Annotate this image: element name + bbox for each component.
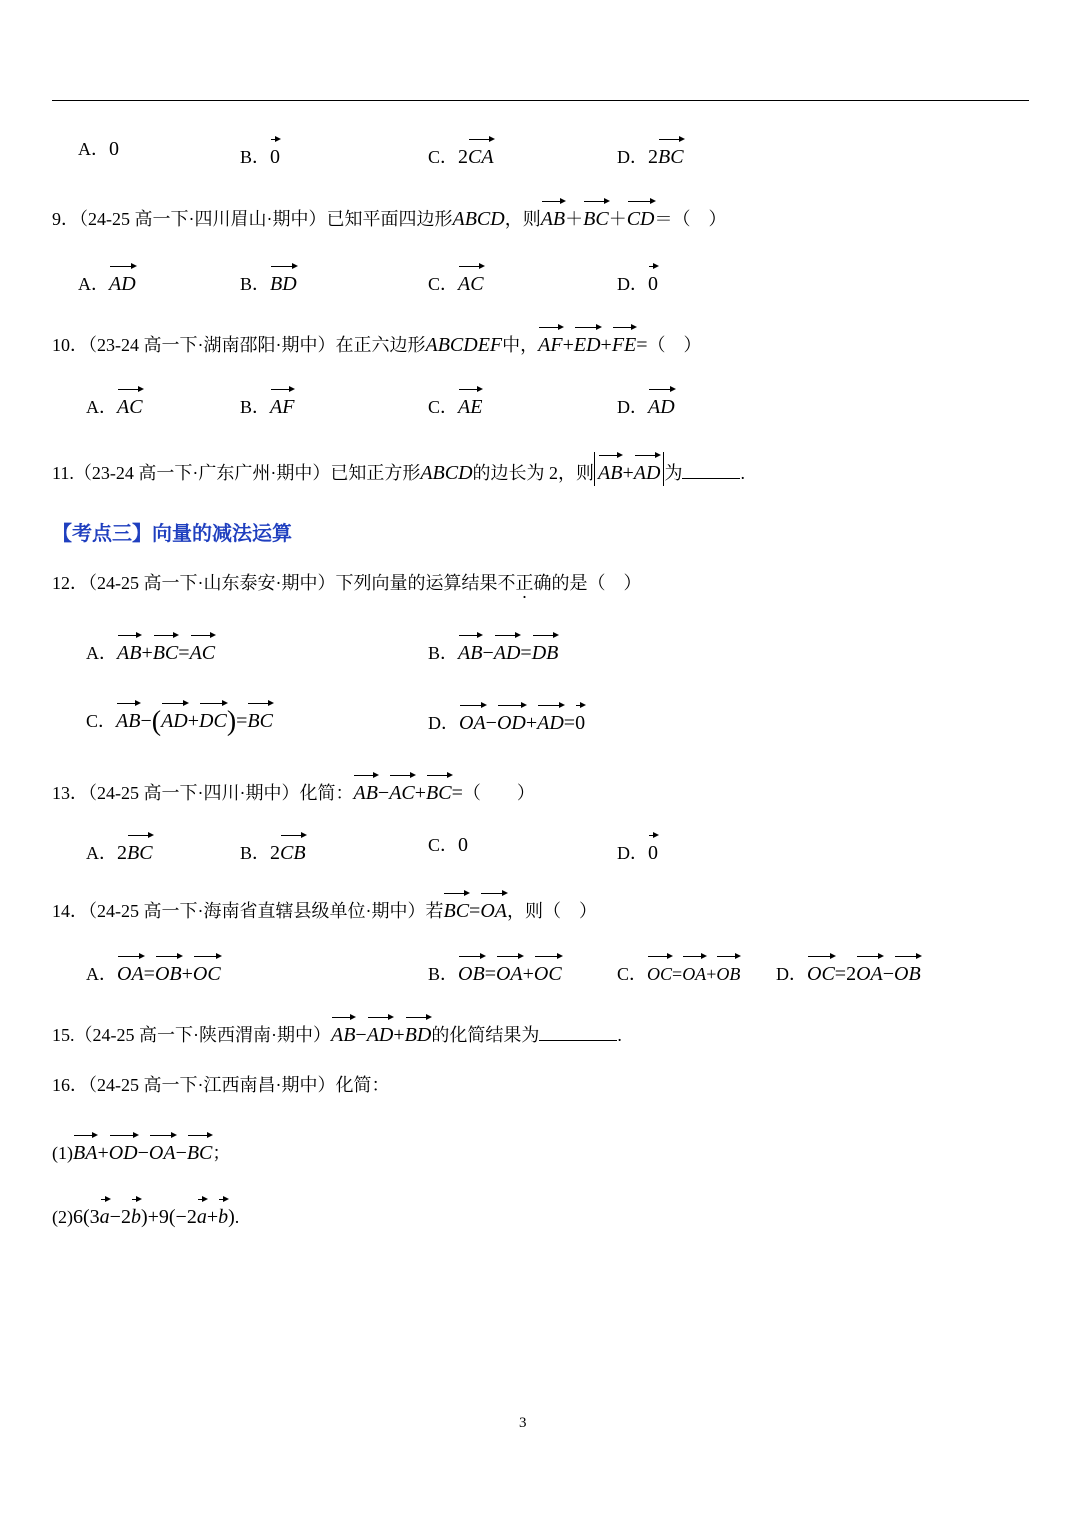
vector: OA [856,963,883,985]
vector: AB [540,208,566,230]
header-rule [52,100,1029,101]
vector: AE [458,396,483,418]
q10-option-b: B．AF [240,396,295,418]
magnitude-bars: AB+AD [594,452,664,486]
q10-option-c: C．AE [428,396,483,418]
vector: AD [648,396,675,418]
answer-blank [682,460,740,479]
q16-part-1: (1)BA+OD−OA−BC； [52,1142,231,1164]
vector: ED [573,334,601,356]
q10-option-d: D．AD [617,396,675,418]
page-number: 3 [519,1415,527,1431]
zero-vector: 0 [648,273,658,295]
vector: AB [116,710,141,732]
zero-vector: 0 [648,842,658,864]
question-source: （24-25 高一下·四川眉山·期中） [79,209,327,229]
question-source: （24-25 高一下·四川·期中） [88,783,300,803]
q13-option-d: D．0 [617,842,658,864]
emphasis-dots: 不正确 [497,573,552,593]
vector: AD [493,642,521,664]
vector: AD [109,273,136,295]
q8-option-d: D．2BC [617,146,684,168]
right-paren: ) [226,706,237,737]
vector: OB [716,961,740,987]
vector: BC [583,208,609,230]
vector: AD [633,462,661,484]
answer-blank [539,1022,617,1041]
vector: OC [192,963,221,985]
vector: OC [647,961,672,987]
q9-option-b: B．BD [240,273,297,295]
vector: BC [658,146,684,168]
vector: OC [533,963,562,985]
q8-option-b: B．0 [240,146,281,168]
q13-stem: 13．（24-25 高一下·四川·期中）化简：AB−AC+BC=（ ） [52,782,535,804]
vector: AB [458,642,483,664]
vector: BC [443,900,470,922]
question-source: （23-24 高一下·广东广州·期中） [73,463,331,483]
q10-stem: 10．（23-24 高一下·湖南邵阳·期中）在正六边形ABCDEF中，AF+ED+FE=（ ） [52,334,702,356]
vector: AC [117,396,143,418]
q13-option-b: B．2CB [240,842,306,864]
section-heading: 【考点三】向量的减法运算 [52,521,292,545]
vector: AD [366,1024,394,1046]
q9-option-c: C．AC [428,273,484,295]
vector: OD [496,712,526,734]
vector: OA [459,712,486,734]
vector: AD [161,710,188,732]
question-source: （24-25 高一下·山东泰安·期中） [88,573,336,593]
vector: BC [186,1142,213,1164]
q8-option-c: C．2CA [428,146,494,168]
vector: FE [611,334,637,356]
vector: a [196,1206,207,1228]
question-source: （23-24 高一下·湖南邵阳·期中） [88,335,336,355]
vector: OB [894,963,921,985]
vector: AC [189,642,216,664]
vector: BC [426,782,452,804]
vector: OA [117,963,144,985]
q9-stem: 9．（24-25 高一下·四川眉山·期中）已知平面四边形ABCD，则AB＋BC＋CD＝（ ） [52,208,727,230]
vector: BA [73,1142,98,1164]
vector: BC [152,642,179,664]
question-source: （24-25 高一下·海南省直辖县级单位·期中） [88,901,426,921]
q12-option-c: C．AB−(AD+DC)=BC [86,706,273,737]
zero-vector: 0 [270,146,281,168]
vector: BC [127,842,153,864]
q8-option-a: A．0 [78,138,119,160]
q14-option-c: C．OC=OA+OB [617,953,740,987]
vector: BD [270,273,297,295]
vector: AB [330,1024,356,1046]
vector: a [99,1206,110,1228]
vector: OD [108,1142,138,1164]
vector: AB [353,782,378,804]
q12-option-d: D．OA−OD+AD=0 [428,712,586,734]
q14-option-b: B．OB=OA+OC [428,963,562,985]
vector: OB [458,963,485,985]
q11-stem: 11.（23-24 高一下·广东广州·期中）已知正方形ABCD的边长为 2，则 AB+AD 为 . [52,452,745,486]
vector: b [218,1206,229,1228]
vector: AC [458,273,484,295]
vector: DB [531,642,559,664]
vector: AF [538,334,563,356]
vector: CB [280,842,306,864]
q14-stem: 14．（24-25 高一下·海南省直辖县级单位·期中）若BC=OA，则（ ） [52,900,597,922]
q9-option-a: A．AD [78,273,136,295]
vector: AF [270,396,295,418]
vector: AB [598,462,623,484]
q12-option-a: A．AB+BC=AC [86,642,216,664]
vector: CD [626,208,655,230]
vector: b [130,1206,141,1228]
q16-part-2: (2)6(3a−2b)+9(−2a+b). [52,1206,240,1228]
q14-option-a: A．OA=OB+OC [86,963,221,985]
vector: BC [247,710,273,732]
option-value: 0 [109,138,119,160]
vector: AB [117,642,142,664]
vector: OB [154,963,182,985]
q13-option-a: A．2BC [86,842,153,864]
vector: OA [682,961,706,987]
q16-stem: 16．（24-25 高一下·江西南昌·期中）化简： [52,1075,390,1095]
q12-stem: 12．（24-25 高一下·山东泰安·期中）下列向量的运算结果不正确的是（ ） [52,570,641,596]
vector: BD [404,1024,432,1046]
q9-option-d: D．0 [617,273,658,295]
q13-option-c: C．0 [428,834,469,856]
q15-stem: 15.（24-25 高一下·陕西渭南·期中）AB−AD+BD的化简结果为 . [52,1024,622,1046]
question-source: （24-25 高一下·江西南昌·期中） [88,1075,336,1095]
vector: CA [468,146,494,168]
zero-vector: 0 [575,712,586,734]
question-source: （24-25 高一下·陕西渭南·期中） [74,1025,331,1045]
left-paren: ( [151,706,162,737]
q12-option-b: B．AB−AD=DB [428,642,559,664]
vector: AC [389,782,415,804]
vector: OA [148,1142,176,1164]
q10-option-a: A．AC [86,396,143,418]
vector: OC [807,963,835,985]
vector: DC [199,710,227,732]
vector: OA [495,963,523,985]
q14-option-d: D．OC=2OA−OB [776,963,921,985]
vector: OA [480,900,507,922]
vector: AD [537,712,564,734]
